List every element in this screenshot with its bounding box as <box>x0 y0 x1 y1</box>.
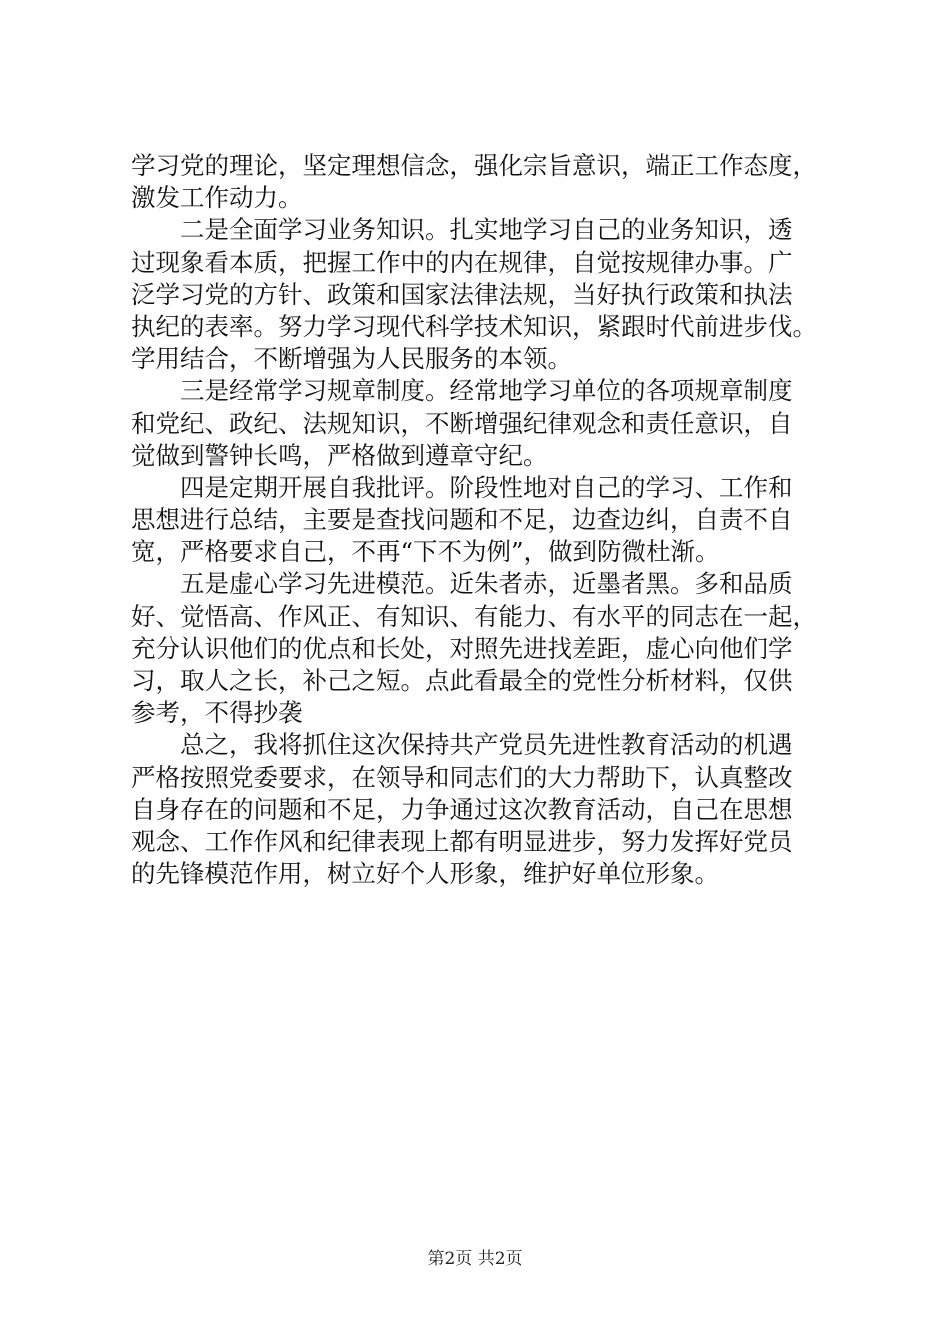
text-line: 激发工作动力。 <box>131 183 303 213</box>
text-line: 宽，严格要求自己，不再“下不为例”，做到防微杜渐。 <box>131 537 720 567</box>
text-line: 充分认识他们的优点和长处，对照先进找差距，虚心向他们学 <box>131 633 793 663</box>
text-line: 执纪的表率。努力学习现代科学技术知识，紧跟时代前进步伐。 <box>131 311 817 341</box>
text-line: 习，取人之长，补己之短。点此看最全的党性分析材料，仅供 <box>131 666 793 695</box>
text-line: 二是全面学习业务知识。扎实地学习自己的业务知识，透 <box>131 215 793 245</box>
text-line: 四是定期开展自我批评。阶段性地对自己的学习、工作和 <box>131 472 793 502</box>
text-line: 学习党的理论，坚定理想信念，强化宗旨意识，端正工作态度， <box>131 151 817 180</box>
text-line: 和党纪、政纪、法规知识，不断增强纪律观念和责任意识，自 <box>131 408 793 438</box>
page-number: 第2页 共2页 <box>427 1249 523 1269</box>
text-line: 过现象看本质，把握工作中的内在规律，自觉按规律办事。广 <box>131 247 793 277</box>
text-line: 觉做到警钟长鸣，严格做到遵章守纪。 <box>131 440 548 470</box>
text-line: 泛学习党的方针、政策和国家法律法规，当好执行政策和执法 <box>131 279 793 309</box>
text-line: 好、觉悟高、作风正、有知识、有能力、有水平的同志在一起， <box>131 601 817 631</box>
text-line: 三是经常学习规章制度。经常地学习单位的各项规章制度 <box>131 376 793 406</box>
text-line: 学用结合，不断增强为人民服务的本领。 <box>131 344 572 374</box>
text-line: 五是虚心学习先进模范。近朱者赤，近墨者黑。多和品质 <box>131 569 793 599</box>
text-line: 自身存在的问题和不足，力争通过这次教育活动，自己在思想 <box>131 794 793 824</box>
text-line: 观念、工作作风和纪律表现上都有明显进步，努力发挥好党员 <box>131 826 793 856</box>
text-line: 总之，我将抓住这次保持共产党员先进性教育活动的机遇 <box>131 730 793 760</box>
document-body <box>131 150 831 890</box>
page-footer <box>0 1244 950 1269</box>
text-line: 的先锋模范作用，树立好个人形象，维护好单位形象。 <box>131 859 719 889</box>
text-line: 思想进行总结，主要是查找问题和不足，边查边纠，自责不自 <box>131 505 793 535</box>
text-line: 参考，不得抄袭 <box>131 698 303 728</box>
text-line: 严格按照党委要求，在领导和同志们的大力帮助下，认真整改 <box>131 762 793 792</box>
